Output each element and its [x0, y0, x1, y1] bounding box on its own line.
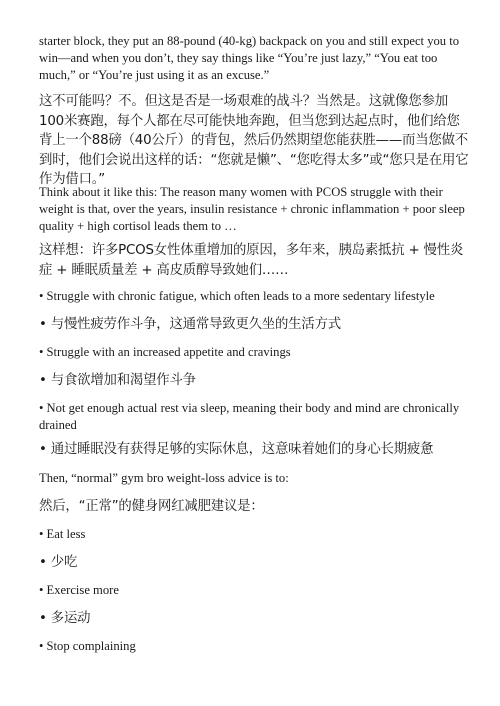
list-item-en-stop-complaining: • Stop complaining: [39, 639, 136, 653]
list-item-en-appetite: • Struggle with an increased appetite and cravings: [39, 345, 291, 359]
paragraph-en-then: Then, “normal” gym bro weight-loss advice is to:: [39, 471, 289, 485]
paragraph-zh-then: 然后，“正常”的健身网红减肥建议是：: [39, 499, 264, 514]
list-item-zh-exercise: • 多运动: [39, 611, 91, 626]
list-item-zh-sleep: • 通过睡眠没有获得足够的实际休息，这意味着她们的身心长期疲惫: [39, 442, 434, 457]
list-item-zh-eat-less: • 少吃: [39, 555, 78, 570]
paragraph-en-intro: starter block, they put an 88-pound (40-kg) backpack on you and still expect you to win—and when you don’t, they say things like “You’re just lazy,” “You eat too much,” or “You’re just using it as an excuse.”: [39, 34, 460, 82]
paragraph-en-think: Think about it like this: The reason many women with PCOS struggle with their weight is that, over the years, insulin resistance + chronic inflammation + poor sleep quality + high cortisol leads them to …: [39, 185, 465, 233]
list-item-zh-appetite: • 与食欲增加和渴望作斗争: [39, 373, 196, 388]
paragraph-zh-think: 这样想：许多PCOS女性体重增加的原因，多年来，胰岛素抵抗 + 慢性炎症 + 睡眠质量差 + 高皮质醇导致她们……: [39, 243, 464, 278]
list-item-en-fatigue: • Struggle with chronic fatigue, which often leads to a more sedentary lifestyle: [39, 289, 435, 303]
list-item-zh-fatigue: • 与慢性疲劳作斗争，这通常导致更久坐的生活方式: [39, 317, 341, 332]
list-item-en-eat-less: • Eat less: [39, 527, 86, 541]
paragraph-zh-intro: 这不可能吗？不。但这是否是一场艰难的战斗？当然是。这就像您参加100米赛跑，每个人都在尽可能快地奔跑，但当您到达起点时，他们给您背上一个88磅（40公斤）的背包，然后仍然期望您能获胜——而当您做不到时，他们会说出这样的话：“您就是懒”、“您吃得太多”或“您只是在用它作为借口。”: [39, 94, 469, 187]
list-item-en-exercise: • Exercise more: [39, 583, 119, 597]
list-item-en-sleep: • Not get enough actual rest via sleep, meaning their body and mind are chronically drained: [39, 401, 460, 432]
